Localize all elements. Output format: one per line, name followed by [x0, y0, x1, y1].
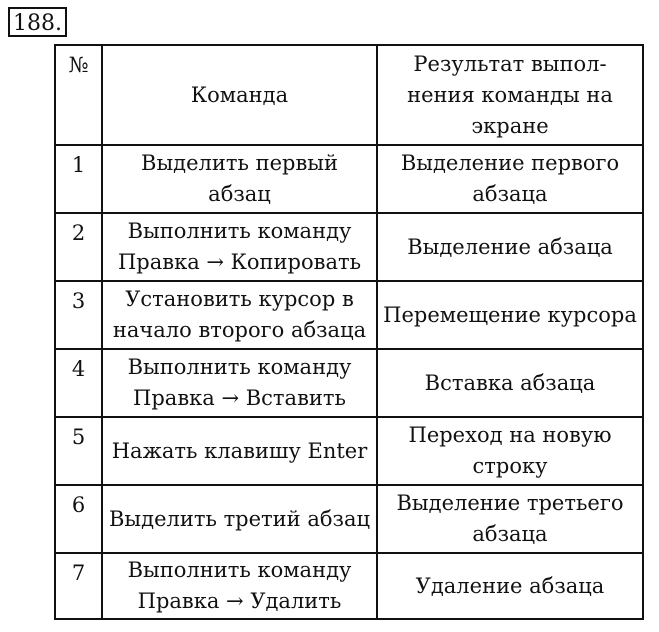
row-number: 6 — [55, 485, 102, 553]
row-result: Выделение первого абзаца — [377, 145, 643, 213]
row-result: Выделение третьего абзаца — [377, 485, 643, 553]
row-number: 1 — [55, 145, 102, 213]
row-command: Выделить третий абзац — [102, 485, 377, 553]
task-number: 188. — [8, 7, 67, 37]
row-number: 2 — [55, 213, 102, 281]
row-number: 7 — [55, 553, 102, 619]
table-row — [55, 281, 643, 349]
row-result: Переход на новую строку — [377, 417, 643, 485]
commands-table — [54, 44, 644, 620]
table-row — [55, 417, 643, 485]
row-result: Перемещение курсора — [377, 281, 643, 349]
row-command: Выполнить команду Правка → Копировать — [102, 213, 377, 281]
row-number: 5 — [55, 417, 102, 485]
row-command: Выделить первый абзац — [102, 145, 377, 213]
row-result: Удаление абзаца — [377, 553, 643, 619]
table-row — [55, 485, 643, 553]
row-result: Выделение абзаца — [377, 213, 643, 281]
row-command: Выполнить команду Правка → Удалить — [102, 553, 377, 619]
row-command: Нажать клавишу Enter — [102, 417, 377, 485]
row-number: 4 — [55, 349, 102, 417]
header-result: Результат выпол-нения команды на экране — [377, 45, 643, 145]
row-command: Установить курсор в начало второго абзаца — [102, 281, 377, 349]
table-row — [55, 349, 643, 417]
row-command: Выполнить команду Правка → Вставить — [102, 349, 377, 417]
row-result: Вставка абзаца — [377, 349, 643, 417]
header-number: № — [55, 45, 102, 145]
table-row — [55, 553, 643, 619]
table-header-row — [55, 45, 643, 145]
table-row — [55, 145, 643, 213]
header-command: Команда — [102, 45, 377, 145]
table-row — [55, 213, 643, 281]
row-number: 3 — [55, 281, 102, 349]
